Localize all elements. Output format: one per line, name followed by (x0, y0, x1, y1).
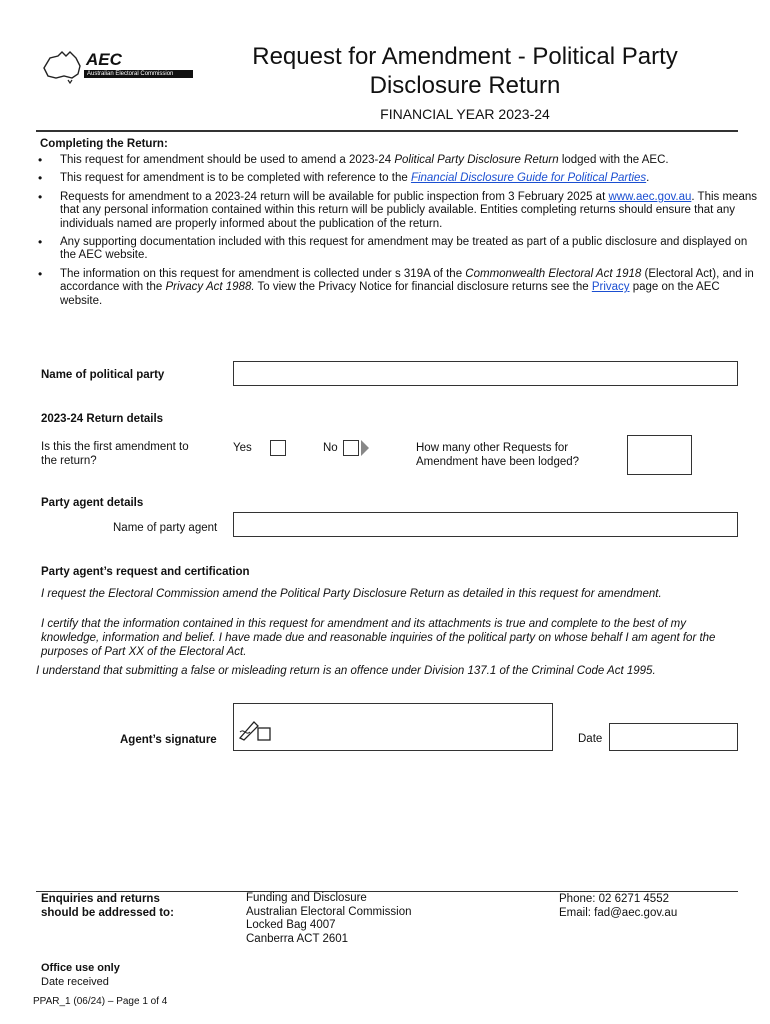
date-received-label: Date received (41, 976, 109, 988)
email-text: Email: fad@aec.gov.au (559, 907, 678, 919)
contact-details (559, 892, 677, 920)
aec-website-link[interactable]: www.aec.gov.au (608, 190, 692, 203)
instruction-item (60, 236, 762, 263)
text: page on the AEC website. (60, 281, 720, 307)
financial-disclosure-guide-link[interactable]: Financial Disclosure Guide for Political Parties (410, 172, 647, 185)
date-input[interactable] (609, 723, 738, 751)
text-italic: Commonwealth Electoral Act 1918 (465, 267, 642, 280)
postal-address (246, 892, 412, 946)
other-requests-count-input[interactable] (627, 435, 692, 475)
page-title (210, 42, 720, 100)
address-line: Canberra ACT 2601 (246, 932, 349, 945)
privacy-link[interactable]: Privacy (591, 281, 630, 294)
logo-text: AEC (86, 50, 122, 69)
text: This request for amendment is to be completed with reference to the (60, 172, 411, 185)
agent-details-heading: Party agent details (41, 497, 144, 509)
pen-signature-icon (238, 718, 274, 742)
office-use-label: Office use only (41, 962, 120, 974)
yes-label: Yes (233, 442, 252, 454)
text: Requests for amendment to a 2023-24 return will be available for public inspection from 3 February 2025 at (60, 190, 609, 203)
text: The information on this request for amendment is collected under s 319A of the (60, 267, 466, 280)
phone-text: Phone: 02 6271 4552 (559, 893, 669, 905)
yes-checkbox[interactable] (270, 440, 286, 456)
text: lodged with the AEC. (558, 154, 669, 166)
certification-heading: Party agent’s request and certification (41, 566, 250, 578)
header-divider (36, 130, 738, 132)
address-line: Australian Electoral Commission (246, 905, 412, 918)
no-label: No (323, 442, 338, 454)
financial-year: FINANCIAL YEAR 2023-24 (380, 106, 550, 122)
agent-name-input[interactable] (233, 512, 738, 537)
party-name-label: Name of political party (41, 369, 165, 381)
instructions-list (34, 154, 762, 313)
other-requests-question: How many other Requests for Amendment have been lodged? (416, 442, 580, 468)
first-amendment-question: Is this the first amendment to the return? (41, 441, 189, 467)
no-checkbox[interactable] (343, 440, 359, 456)
certification-p3: I understand that submitting a false or misleading return is an offence under Division 137.1 of the Criminal Code Act 1995. (36, 665, 656, 677)
return-details-heading: 2023-24 Return details (41, 413, 164, 425)
instruction-item (60, 154, 762, 167)
address-line: Locked Bag 4007 (246, 919, 336, 931)
instruction-item (60, 268, 762, 308)
date-label: Date (578, 733, 603, 745)
address-line: Funding and Disclosure (246, 892, 367, 904)
instruction-item (60, 172, 762, 185)
text: . (646, 172, 650, 185)
enquiries-line-1: Enquiries and returns (41, 893, 160, 905)
completing-heading: Completing the Return: (40, 138, 168, 150)
signature-label: Agent’s signature (120, 734, 217, 746)
party-name-input[interactable] (233, 361, 738, 386)
signature-field[interactable] (233, 703, 553, 751)
enquiries-label (41, 892, 174, 920)
title-line-1: Request for Amendment - Political Party (252, 43, 678, 70)
title-line-2: Disclosure Return (369, 72, 561, 99)
arrow-right-icon (361, 440, 369, 456)
logo-subtext: Australian Electoral Commission (84, 70, 193, 78)
page-reference: PPAR_1 (06/24) – Page 1 of 4 (33, 996, 168, 1007)
instruction-item (60, 191, 762, 231)
text: To view the Privacy Notice for financial disclosure returns see the (254, 281, 592, 294)
certification-p1: I request the Electoral Commission amend the Political Party Disclosure Return as detailed in this request for amendment. (41, 588, 662, 600)
text: . This means that any personal information contained within this return will be publicly available. Entities completing returns should ensure that any individuals named are properly informed about the publication of the return. (60, 190, 757, 230)
text: This request for amendment should be used to amend a 2023-24 (60, 154, 395, 166)
text: Any supporting documentation included with this request for amendment may be treated as part of a public disclosure and displayed on the AEC website. (60, 236, 748, 262)
text-italic: Privacy Act 1988. (165, 281, 255, 294)
text-italic: Political Party Disclosure Return (394, 154, 559, 166)
agent-name-label: Name of party agent (113, 522, 218, 534)
text: (Electoral Act), and in accordance with the (60, 267, 754, 294)
certification-p2: I certify that the information contained in this request for amendment and its attachments is true and complete to the best of my knowledge, information and belief. I have made due and reasonable inquiries of the political party on whose behalf I am agent for the purposes of Part XX of the Electoral Act. (41, 618, 716, 658)
enquiries-line-2: should be addressed to: (41, 907, 174, 919)
